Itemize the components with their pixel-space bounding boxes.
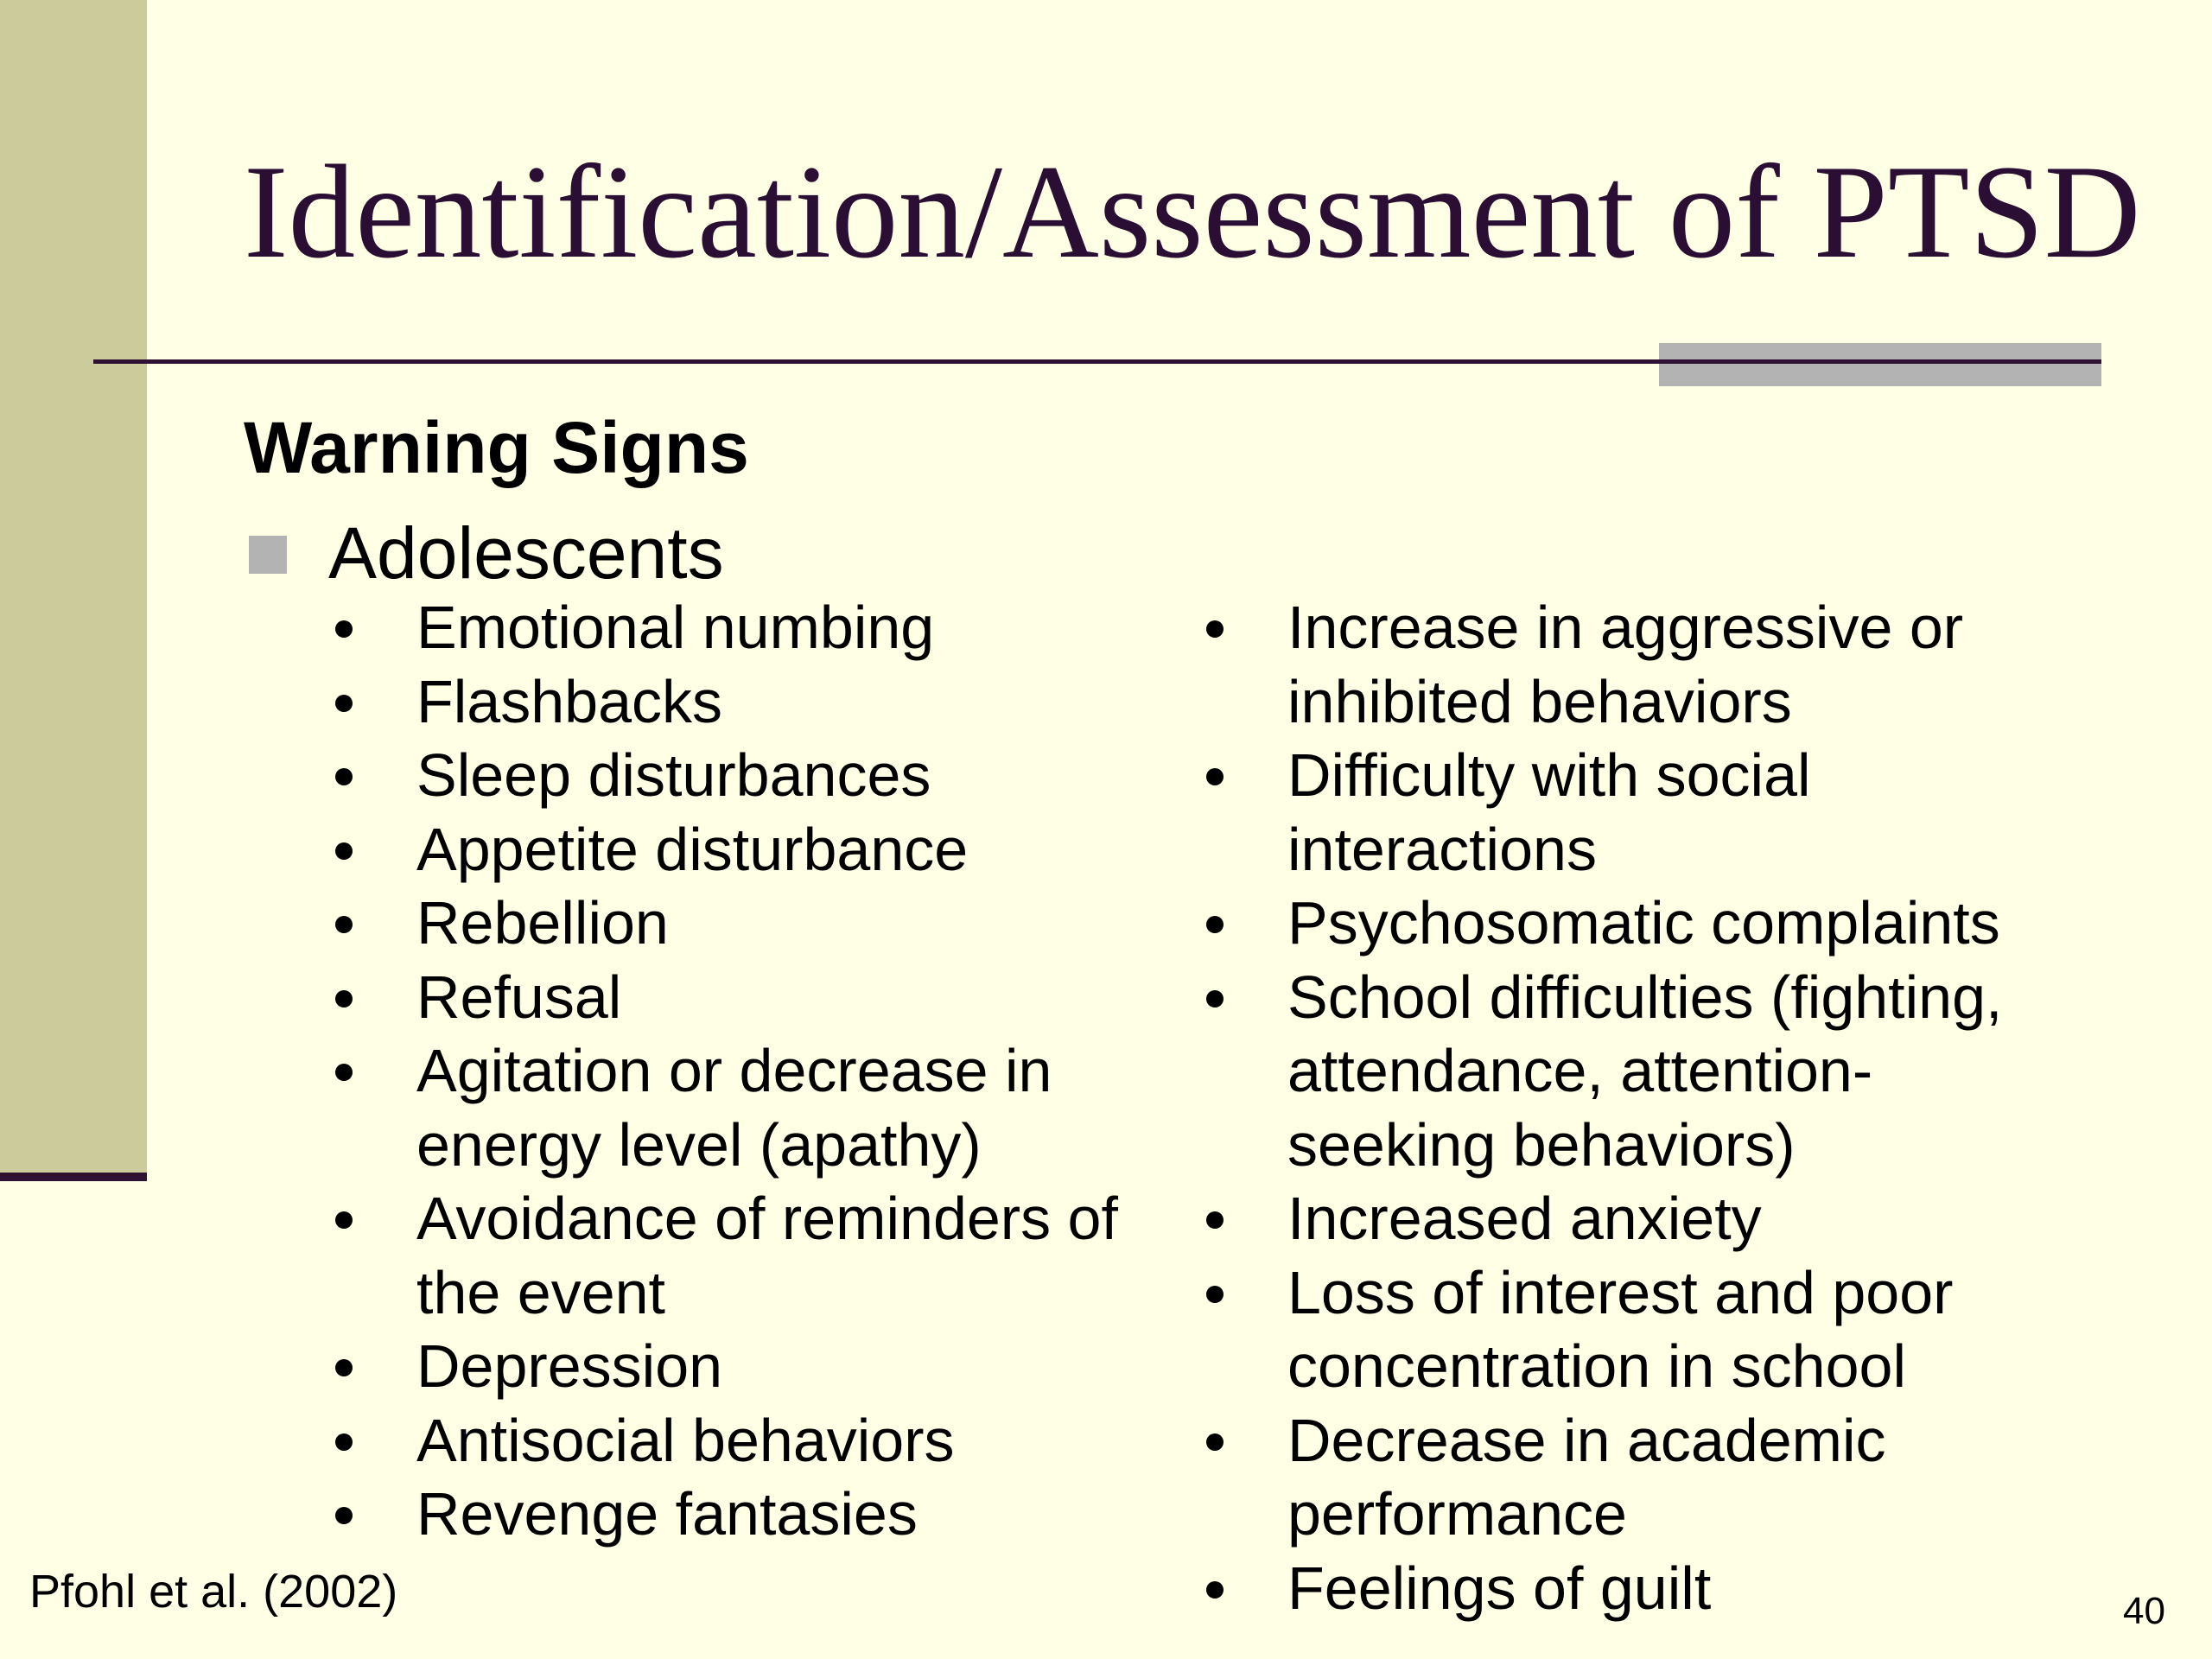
list-item-text: Agitation or decrease in energy level (apathy) [416,1037,1052,1179]
slide-title: Identification/Assessment of PTSD [244,137,2141,286]
bullet-dot-icon [335,1359,353,1376]
list-item-text: Rebellion [416,889,669,957]
bullet-dot-icon [335,990,353,1007]
list-item [328,887,1175,961]
bullet-dot-icon [1206,1211,1224,1229]
citation: Pfohl et al. (2002) [29,1566,398,1618]
list-item [1199,1404,2133,1552]
list-item-text: Feelings of guilt [1287,1554,1712,1622]
list-item [328,1330,1175,1404]
list-item-text: Decrease in academic performance [1287,1406,1886,1548]
list-item-text: Flashbacks [416,667,723,735]
page-number: 40 [2123,1590,2165,1632]
bullet-dot-icon [335,1507,353,1524]
list-item-text: Depression [416,1332,723,1400]
list-item [1199,1182,2133,1256]
list-item [1199,1256,2133,1404]
bullet-dot-icon [335,842,353,860]
list-item [1199,887,2133,961]
list-item [328,665,1175,740]
side-decor-bar [0,0,147,1173]
list-item-text: Increased anxiety [1287,1185,1762,1252]
bullet-dot-icon [1206,620,1224,638]
bullet-dot-icon [1206,1433,1224,1451]
list-item-text: Refusal [416,963,622,1031]
side-decor-rule [0,1173,147,1181]
square-bullet-icon [249,536,287,574]
list-item [328,1034,1175,1182]
list-item [1199,1552,2133,1626]
bullet-dot-icon [335,1433,353,1451]
list-item-text: Increase in aggressive or inhibited behaviors [1287,594,1964,735]
list-item [1199,739,2133,887]
bullet-level1-label: Adolescents [328,512,724,594]
list-item [1199,591,2133,739]
section-heading: Warning Signs [244,407,749,488]
right-bullet-list [1199,591,2133,1625]
list-item-text: Sleep disturbances [416,741,931,809]
list-item-text: Antisocial behaviors [416,1406,955,1474]
list-item-text: Revenge fantasies [416,1480,918,1548]
list-item-text: School difficulties (fighting, attendance, attention- seeking behaviors) [1287,963,2003,1179]
list-item [328,591,1175,665]
bullet-dot-icon [335,768,353,785]
list-item [328,1182,1175,1330]
bullet-dot-icon [335,916,353,933]
title-accent-line [1659,359,2101,364]
bullet-dot-icon [1206,768,1224,785]
bullet-dot-icon [335,695,353,712]
bullet-dot-icon [335,1064,353,1081]
list-item [328,813,1175,887]
list-item [1199,961,2133,1183]
title-accent-block [1659,343,2101,386]
list-item [328,961,1175,1035]
list-item [328,1478,1175,1552]
bullet-dot-icon [1206,1581,1224,1599]
bullet-dot-icon [335,620,353,638]
left-bullet-list [328,591,1175,1552]
list-item [328,1404,1175,1478]
list-item [328,739,1175,813]
list-item-text: Loss of interest and poor concentration in school [1287,1258,1954,1400]
list-item-text: Emotional numbing [416,594,935,661]
bullet-dot-icon [1206,1286,1224,1303]
list-item-text: Avoidance of reminders of the event [416,1185,1118,1326]
bullet-dot-icon [1206,916,1224,933]
list-item-text: Difficulty with social interactions [1287,741,1811,883]
list-item-text: Appetite disturbance [416,815,969,883]
bullet-dot-icon [1206,990,1224,1007]
list-item-text: Psychosomatic complaints [1287,889,2000,957]
bullet-dot-icon [335,1211,353,1229]
